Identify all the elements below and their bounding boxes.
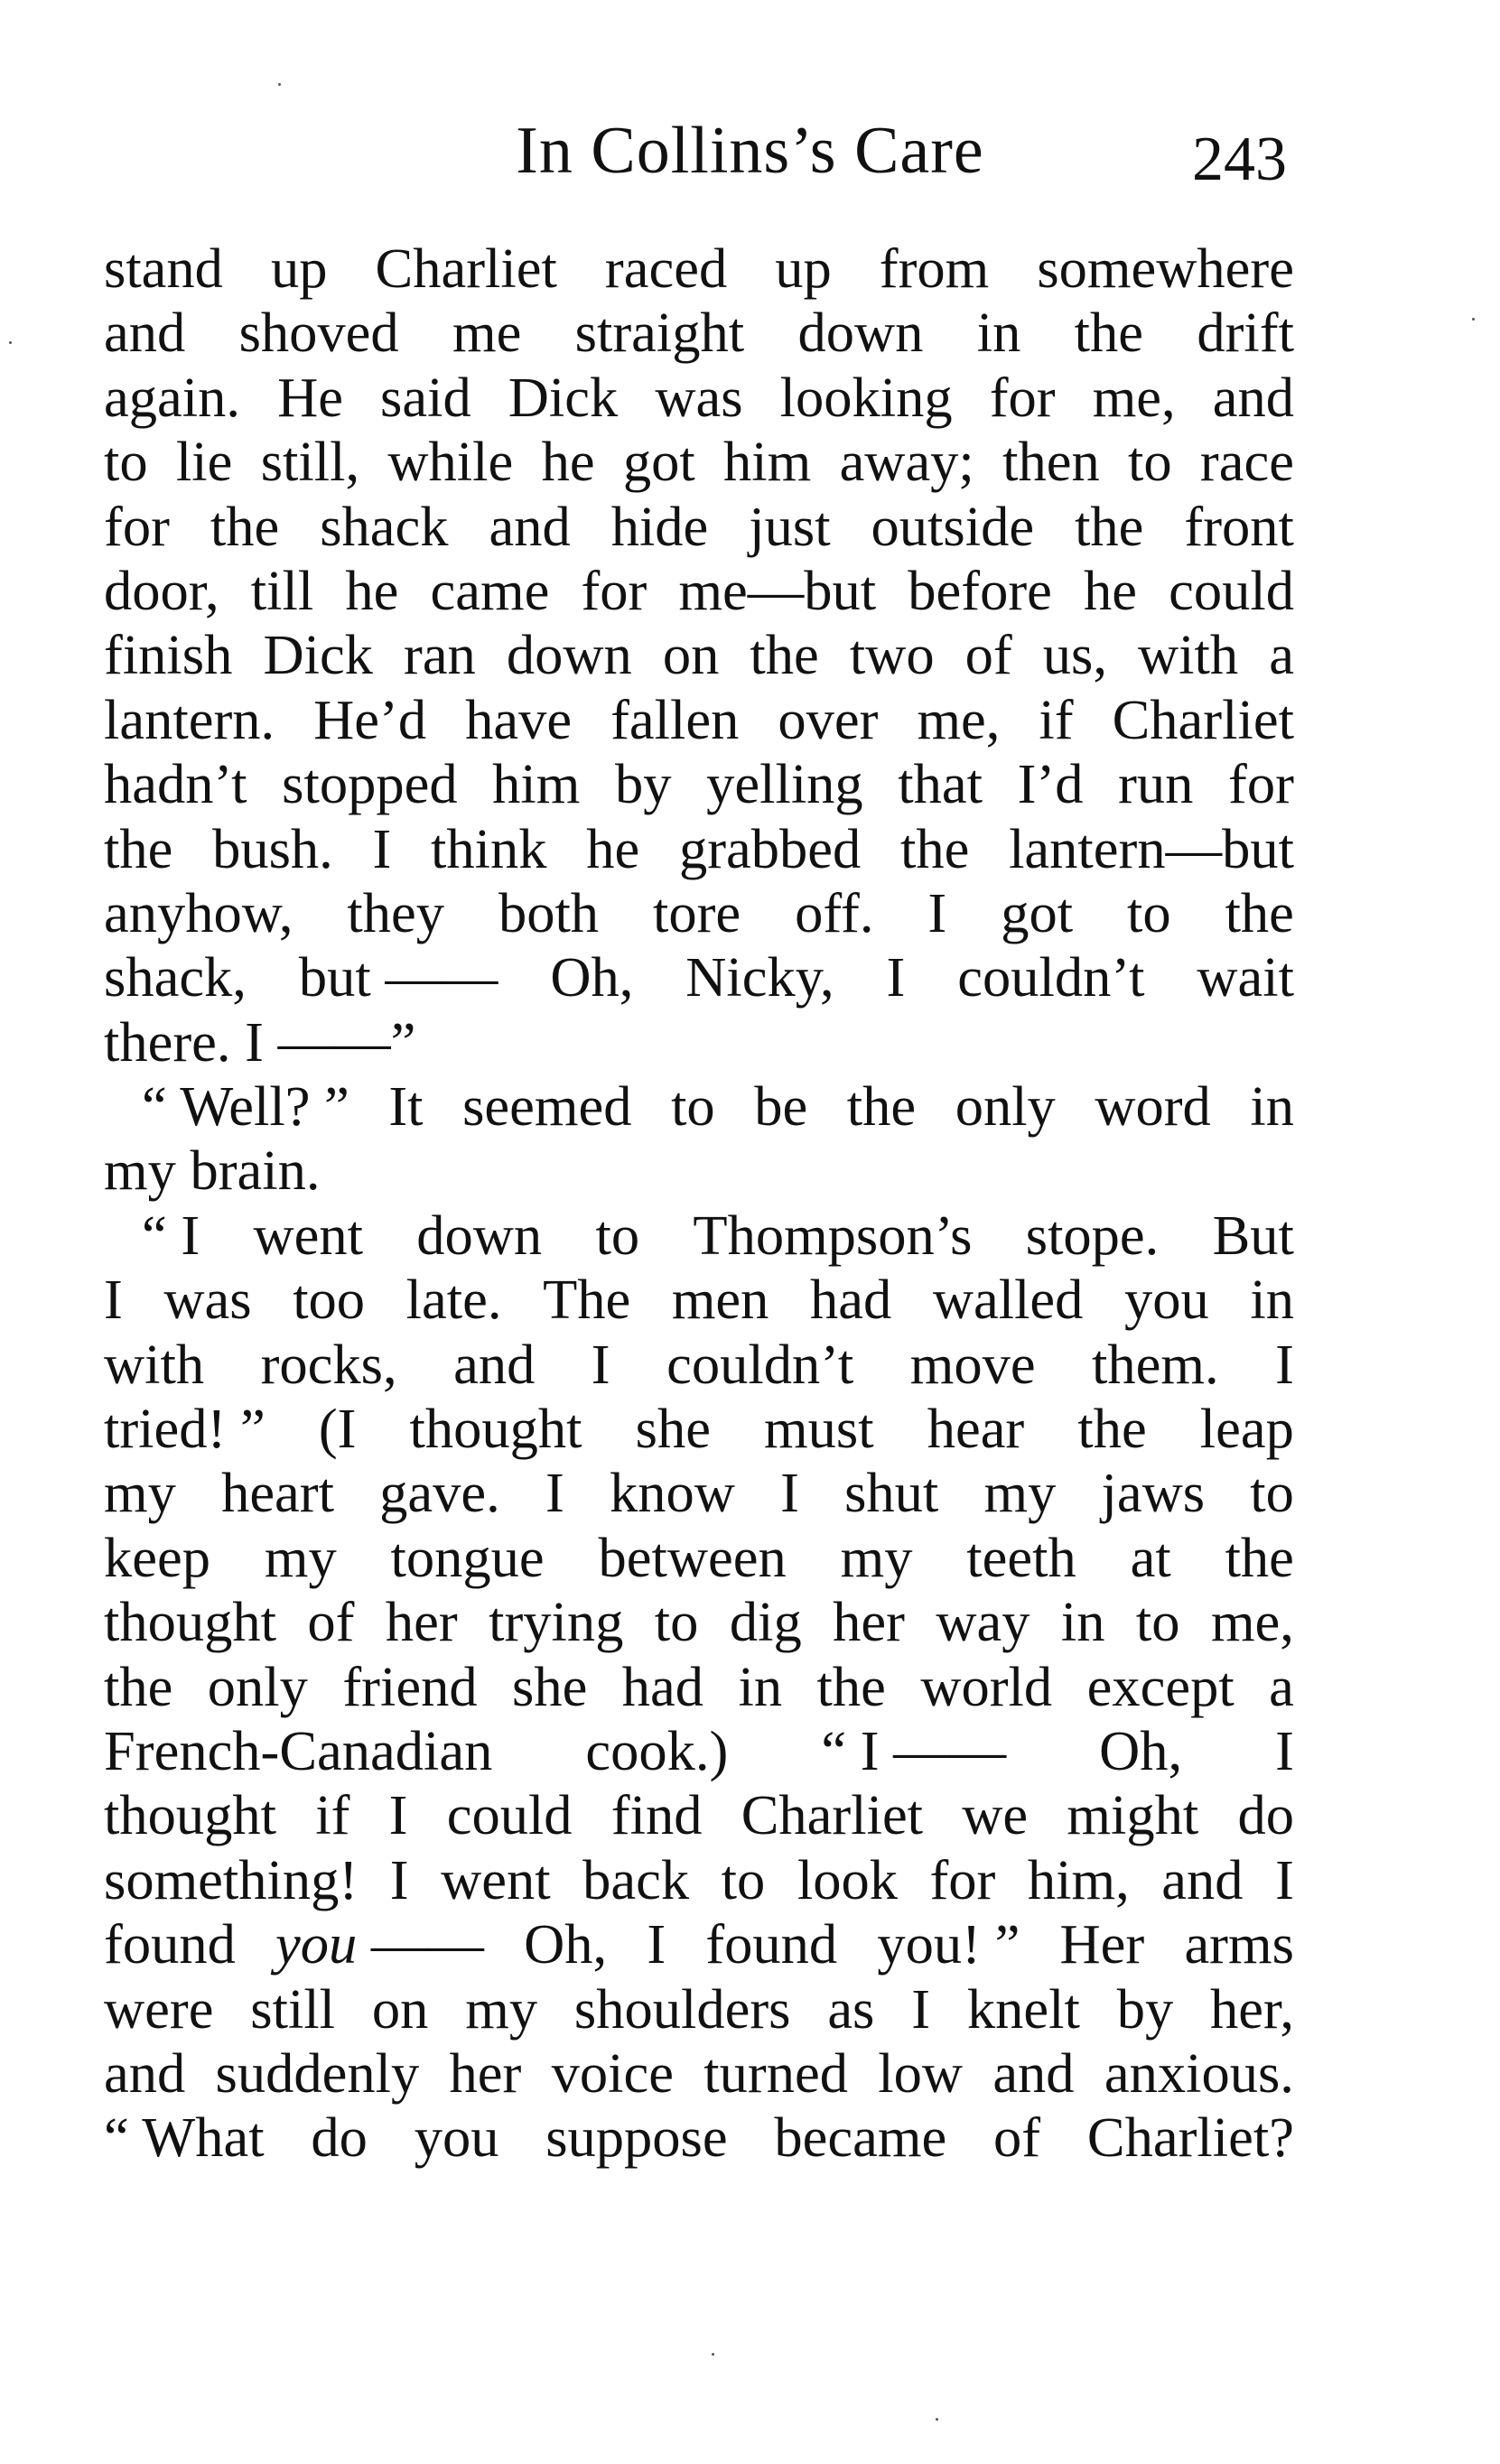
text-line [104, 301, 1294, 365]
word: down [506, 623, 632, 687]
word: to [654, 1590, 699, 1654]
word: up [775, 237, 832, 300]
word: to [595, 1203, 640, 1267]
text-line [104, 623, 1294, 687]
word: fallen [610, 687, 740, 751]
word: two [849, 623, 935, 687]
word: me, [917, 687, 1001, 751]
word: too [293, 1268, 366, 1332]
word: front [1184, 494, 1294, 558]
word: trying [489, 1590, 624, 1654]
word: got [1001, 880, 1074, 944]
word: became [774, 2106, 947, 2170]
word: Charliet [375, 237, 557, 300]
word: rocks, [260, 1332, 397, 1396]
word: lantern. [104, 687, 275, 751]
text-line [104, 2041, 1294, 2106]
word: door, [104, 558, 219, 622]
word: that [898, 752, 983, 816]
word: my [983, 1461, 1057, 1525]
paper-speck [1472, 318, 1475, 321]
word: found [705, 1912, 838, 1976]
word: outside [871, 494, 1035, 558]
word: could [446, 1783, 573, 1847]
word: yelling [706, 752, 863, 816]
word: couldn’t [957, 945, 1145, 1009]
word: and [1212, 365, 1294, 429]
text-line [104, 817, 1294, 881]
word: lantern—but [1009, 816, 1294, 880]
word: looking [779, 365, 953, 429]
word: I [591, 1332, 610, 1396]
word: over [778, 687, 879, 751]
word: only [955, 1074, 1056, 1139]
text-line [104, 1912, 1294, 1976]
word: except [1086, 1654, 1234, 1718]
word: to [1250, 1461, 1294, 1525]
word: turned [703, 2041, 848, 2105]
word: do [311, 2106, 368, 2170]
word: Oh, [1099, 1718, 1183, 1782]
word: of [307, 1590, 355, 1654]
word: me, [1210, 1590, 1294, 1654]
word: friend [342, 1654, 478, 1718]
text-line [104, 1461, 1294, 1525]
word: was [163, 1268, 252, 1332]
word: only [207, 1654, 308, 1718]
text-line [104, 1397, 1294, 1461]
text-line [104, 1526, 1294, 1590]
word: raced [604, 237, 728, 300]
word: just [749, 494, 831, 558]
word: leap [1199, 1397, 1294, 1461]
word: race [1199, 430, 1294, 494]
word: word [1095, 1074, 1211, 1139]
word: have [465, 687, 573, 751]
word: the [816, 1654, 886, 1718]
word: me—but [678, 558, 877, 622]
text-line [104, 1074, 1294, 1139]
word: to [721, 1847, 766, 1911]
word: hear [927, 1397, 1025, 1461]
word: went [441, 1847, 551, 1911]
word: and [104, 2041, 186, 2105]
word: suppose [545, 2106, 728, 2170]
word: Dick [263, 623, 373, 687]
word: back [582, 1847, 690, 1911]
body-text [104, 237, 1294, 2171]
word: be [754, 1074, 808, 1139]
text-line [104, 1139, 1294, 1203]
word: we [962, 1783, 1029, 1847]
word: tore [653, 880, 741, 944]
word: a [1269, 623, 1294, 687]
word: look [797, 1847, 898, 1911]
text-line [104, 237, 1294, 301]
word: stope. [1025, 1203, 1160, 1267]
word: you [414, 2106, 499, 2170]
word: I [886, 945, 906, 1009]
word: she [512, 1654, 588, 1718]
word: keep [104, 1525, 210, 1589]
word: anyhow, [104, 880, 293, 944]
word: move [909, 1332, 1036, 1396]
word: found [104, 1912, 236, 1976]
text-line [104, 945, 1294, 1009]
word: dig [729, 1590, 802, 1654]
word: knelt [966, 1976, 1080, 2041]
word: from [879, 237, 990, 300]
word: at [1130, 1525, 1171, 1589]
word: drift [1197, 301, 1294, 365]
text-line [104, 1655, 1294, 1719]
word: French-Canadian [104, 1718, 493, 1782]
word: find [610, 1783, 703, 1847]
word: stopped [282, 752, 458, 816]
word: for [581, 558, 648, 622]
word: grabbed [678, 816, 862, 880]
word: way [936, 1590, 1030, 1654]
word: stand [104, 237, 223, 300]
word: I [389, 1847, 409, 1911]
text-line [104, 559, 1294, 623]
word: the [899, 816, 970, 880]
running-header [0, 110, 1500, 194]
word: my [840, 1525, 913, 1589]
word: heart [221, 1461, 334, 1525]
word: I [388, 1783, 408, 1847]
word: in [738, 1654, 783, 1718]
word: you [1124, 1268, 1209, 1332]
word: couldn’t [666, 1332, 854, 1396]
word: Oh, [524, 1912, 608, 1976]
word: men [671, 1268, 769, 1332]
running-title: In Collins’s Care [516, 114, 984, 188]
word: He’d [313, 687, 427, 751]
word: he [345, 558, 399, 622]
word: the [1075, 494, 1144, 558]
word: for [1228, 752, 1294, 816]
word: suddenly [215, 2041, 420, 2105]
word: Nicky, [685, 945, 834, 1009]
word: came [430, 558, 550, 622]
word: said [380, 365, 471, 429]
paper-speck [9, 341, 12, 344]
word: to [104, 430, 148, 494]
word: voice [551, 2041, 674, 2105]
text-line [104, 430, 1294, 494]
word: still, [260, 430, 360, 494]
word: but —— [298, 945, 498, 1009]
word: something! [104, 1847, 359, 1911]
word: arms [1184, 1912, 1294, 1976]
word: the [750, 623, 819, 687]
word: he [586, 816, 640, 880]
text-line [104, 1977, 1294, 2041]
word: Her [1059, 1912, 1145, 1976]
paper-speck [712, 2353, 714, 2356]
word: her [385, 1590, 458, 1654]
text-line [104, 1719, 1294, 1783]
word: on [662, 623, 720, 687]
word: shut [844, 1461, 939, 1525]
text-line [104, 752, 1294, 816]
word: straight [574, 301, 745, 365]
word: wait [1197, 945, 1294, 1009]
word: Thompson’s [693, 1203, 973, 1267]
word: “ What [104, 2106, 265, 2170]
word: in [1060, 1590, 1105, 1654]
word: I [911, 1976, 931, 2041]
word: to [1127, 880, 1171, 944]
word: He [277, 365, 343, 429]
word: the [1077, 1397, 1147, 1461]
word: somewhere [1037, 237, 1294, 300]
word: I [647, 1912, 666, 1976]
word: I [1275, 1718, 1294, 1782]
word: do [1237, 1783, 1294, 1847]
word: was [655, 365, 743, 429]
word: had [621, 1654, 704, 1718]
word: as [827, 1976, 875, 2041]
word: if [1039, 687, 1074, 751]
word: and [453, 1332, 536, 1396]
word: cook.) [585, 1718, 729, 1782]
word: The [543, 1268, 631, 1332]
word: with [104, 1332, 205, 1396]
word: for [929, 1847, 996, 1911]
word: he [1084, 558, 1137, 622]
word: the [1074, 301, 1144, 365]
word: to [1128, 430, 1172, 494]
word: were [104, 1976, 214, 2041]
word: low [878, 2041, 964, 2105]
word: between [598, 1525, 787, 1589]
word: if [315, 1783, 350, 1847]
word: I [545, 1461, 564, 1525]
word: Oh, [550, 945, 634, 1009]
word: again. [104, 365, 240, 429]
word: him, [1027, 1847, 1130, 1911]
text-line [104, 1783, 1294, 1847]
word: on [371, 1976, 429, 2041]
word: my [104, 1461, 176, 1525]
word: us, [1042, 623, 1107, 687]
word: still [250, 1976, 336, 2041]
word: of [993, 2106, 1041, 2170]
word: thought [409, 1397, 582, 1461]
text-line [104, 366, 1294, 430]
word: she [635, 1397, 711, 1461]
word: till [250, 558, 314, 622]
text-line [104, 1204, 1294, 1268]
word: “ I [142, 1203, 200, 1267]
word: seemed [462, 1074, 632, 1139]
word: you —— [275, 1912, 484, 1976]
word: the [1225, 1525, 1294, 1589]
text-line [104, 881, 1294, 945]
word: the [104, 1654, 173, 1718]
word: bush. [212, 816, 333, 880]
word: I [927, 880, 947, 944]
word: my [264, 1525, 337, 1589]
word: I [1275, 1332, 1294, 1396]
text-line [104, 688, 1294, 752]
word: shack, [104, 945, 247, 1009]
word: and [1161, 1847, 1244, 1911]
word: the [846, 1074, 917, 1139]
word: away; [839, 430, 974, 494]
word: “ I —— [821, 1718, 1007, 1782]
word: and [992, 2041, 1075, 2105]
text-line [104, 2106, 1294, 2170]
word: might [1067, 1783, 1199, 1847]
word: I [372, 816, 392, 880]
word: to [671, 1074, 715, 1139]
word: both [498, 880, 600, 944]
page-number: 243 [1192, 125, 1287, 194]
word: in [1250, 1268, 1294, 1332]
word: them. [1092, 1332, 1219, 1396]
word: me [452, 301, 522, 365]
word: Charliet [741, 1783, 924, 1847]
word: gave. [379, 1461, 500, 1525]
word: could [1169, 558, 1294, 622]
word: by [615, 752, 672, 816]
word: of [964, 623, 1012, 687]
word: hadn’t [104, 752, 247, 816]
word: you! ” [877, 1912, 1020, 1976]
word: I [104, 1268, 123, 1332]
word: I [780, 1461, 799, 1525]
word: me, [1092, 365, 1176, 429]
word: walled [932, 1268, 1084, 1332]
paper-speck [936, 2418, 938, 2421]
text-line [104, 1268, 1294, 1332]
word: shoulders [573, 1976, 791, 2041]
word: while [387, 430, 514, 494]
word: in [976, 301, 1021, 365]
word: tried! ” [104, 1397, 266, 1461]
word: got [622, 430, 695, 494]
word: with [1138, 623, 1239, 687]
text-line [104, 1333, 1294, 1397]
word: It [388, 1074, 424, 1139]
word: they [347, 880, 444, 944]
word: he [541, 430, 595, 494]
word: shoved [238, 301, 399, 365]
word: him [723, 430, 812, 494]
word: thought [104, 1590, 276, 1654]
word: teeth [966, 1525, 1076, 1589]
word: before [908, 558, 1052, 622]
word: for [989, 365, 1056, 429]
word: I [1275, 1847, 1294, 1911]
word: for [104, 494, 170, 558]
text-line [104, 1010, 1294, 1074]
word: down [797, 301, 924, 365]
word: anxious. [1104, 2041, 1294, 2105]
word: Charliet? [1086, 2106, 1294, 2170]
word: him [492, 752, 581, 816]
word: late. [405, 1268, 502, 1332]
text-line [104, 495, 1294, 559]
word: her, [1210, 1976, 1294, 2041]
word: run [1118, 752, 1194, 816]
word: to [1135, 1590, 1180, 1654]
word: by [1116, 1976, 1174, 2041]
word: ran [404, 623, 476, 687]
word: went [253, 1203, 363, 1267]
word: a [1269, 1654, 1294, 1718]
word: and [489, 494, 571, 558]
word: shack [320, 494, 449, 558]
word: (I [318, 1397, 357, 1461]
word: down [416, 1203, 543, 1267]
word: must [764, 1397, 874, 1461]
word: my brain. [104, 1139, 321, 1203]
word: her [449, 2041, 522, 2105]
word: thought [104, 1783, 276, 1847]
word: jaws [1101, 1461, 1206, 1525]
word: Dick [508, 365, 619, 429]
word: then [1002, 430, 1100, 494]
word: in [1250, 1074, 1294, 1139]
word: hide [610, 494, 709, 558]
word: the [210, 494, 280, 558]
word: off. [795, 880, 874, 944]
word: lie [175, 430, 233, 494]
word: “ Well? ” [142, 1074, 349, 1139]
word: up [270, 237, 328, 300]
text-line [104, 1848, 1294, 1912]
word: But [1212, 1203, 1294, 1267]
paper-speck [278, 83, 281, 86]
word: I’d [1017, 752, 1084, 816]
word: the [1225, 880, 1294, 944]
word: world [920, 1654, 1053, 1718]
text-line [104, 1590, 1294, 1654]
word: her [833, 1590, 905, 1654]
word: the [104, 816, 173, 880]
word: and [104, 301, 186, 365]
word: finish [104, 623, 233, 687]
word: tongue [390, 1525, 545, 1589]
word: my [465, 1976, 538, 2041]
word: there. I ——” [104, 1009, 416, 1074]
word: had [810, 1268, 892, 1332]
word: Charliet [1112, 687, 1294, 751]
word: know [609, 1461, 735, 1525]
word: think [431, 816, 547, 880]
